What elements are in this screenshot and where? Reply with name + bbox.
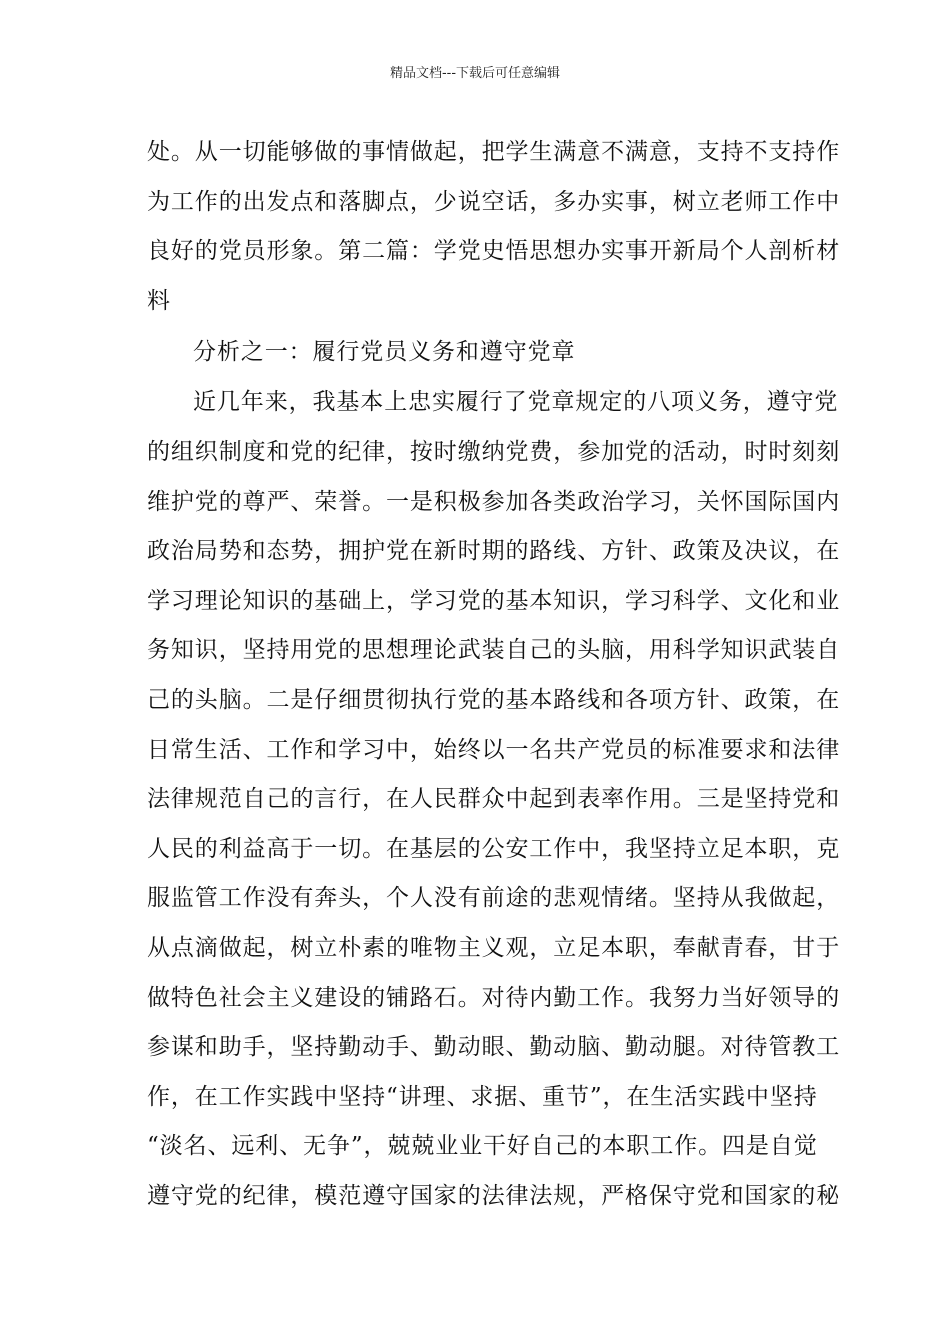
text-line: 参谋和助手，坚持勤动手、勤动眼、勤动脑、勤动腿。对待管教工	[147, 1034, 841, 1061]
text-line: 务知识，坚持用党的思想理论武装自己的头脑，用科学知识武装自	[147, 637, 841, 664]
text-line: 学习理论知识的基础上，学习党的基本知识，学习科学、文化和业	[147, 587, 841, 614]
text-line: 作，在工作实践中坚持“讲理、求据、重节”，在生活实践中坚持	[147, 1083, 818, 1110]
text-line: 近几年来，我基本上忠实履行了党章规定的八项义务，遵守党	[193, 389, 839, 416]
text-line: 的组织制度和党的纪律，按时缴纳党费，参加党的活动，时时刻刻	[147, 438, 841, 465]
text-line: 为工作的出发点和落脚点，少说空话，多办实事，树立老师工作中	[147, 188, 841, 215]
text-line: 良好的党员形象。第二篇：学党史悟思想办实事开新局个人剖析材	[147, 238, 841, 265]
text-line: 法律规范自己的言行，在人民群众中起到表率作用。三是坚持党和	[147, 786, 841, 813]
text-line: 己的头脑。二是仔细贯彻执行党的基本路线和各项方针、政策，在	[147, 686, 841, 713]
text-line: 人民的利益高于一切。在基层的公安工作中，我坚持立足本职，克	[147, 835, 841, 862]
text-line: 遵守党的纪律，模范遵守国家的法律法规，严格保守党和国家的秘	[147, 1182, 841, 1209]
text-line: 政治局势和态势，拥护党在新时期的路线、方针、政策及决议，在	[147, 538, 841, 565]
text-line: 做特色社会主义建设的铺路石。对待内勤工作。我努力当好领导的	[147, 984, 841, 1011]
text-line: 日常生活、工作和学习中，始终以一名共产党员的标准要求和法律	[147, 736, 841, 763]
text-line: 处。从一切能够做的事情做起，把学生满意不满意，支持不支持作	[147, 139, 841, 165]
text-line: 料	[147, 287, 171, 314]
text-line: 从点滴做起，树立朴素的唯物主义观，立足本职，奉献青春，甘于	[147, 934, 841, 961]
body-text	[147, 128, 841, 1221]
page-header: 精品文档---下载后可任意编辑	[389, 66, 561, 81]
text-line: 维护党的尊严、荣誉。一是积极参加各类政治学习，关怀国际国内	[147, 488, 841, 515]
text-line: 服监管工作没有奔头，个人没有前途的悲观情绪。坚持从我做起，	[147, 885, 841, 912]
section-heading: 分析之一：履行党员义务和遵守党章	[193, 339, 576, 366]
text-line: “淡名、远利、无争”，兢兢业业干好自己的本职工作。四是自觉	[147, 1133, 818, 1160]
